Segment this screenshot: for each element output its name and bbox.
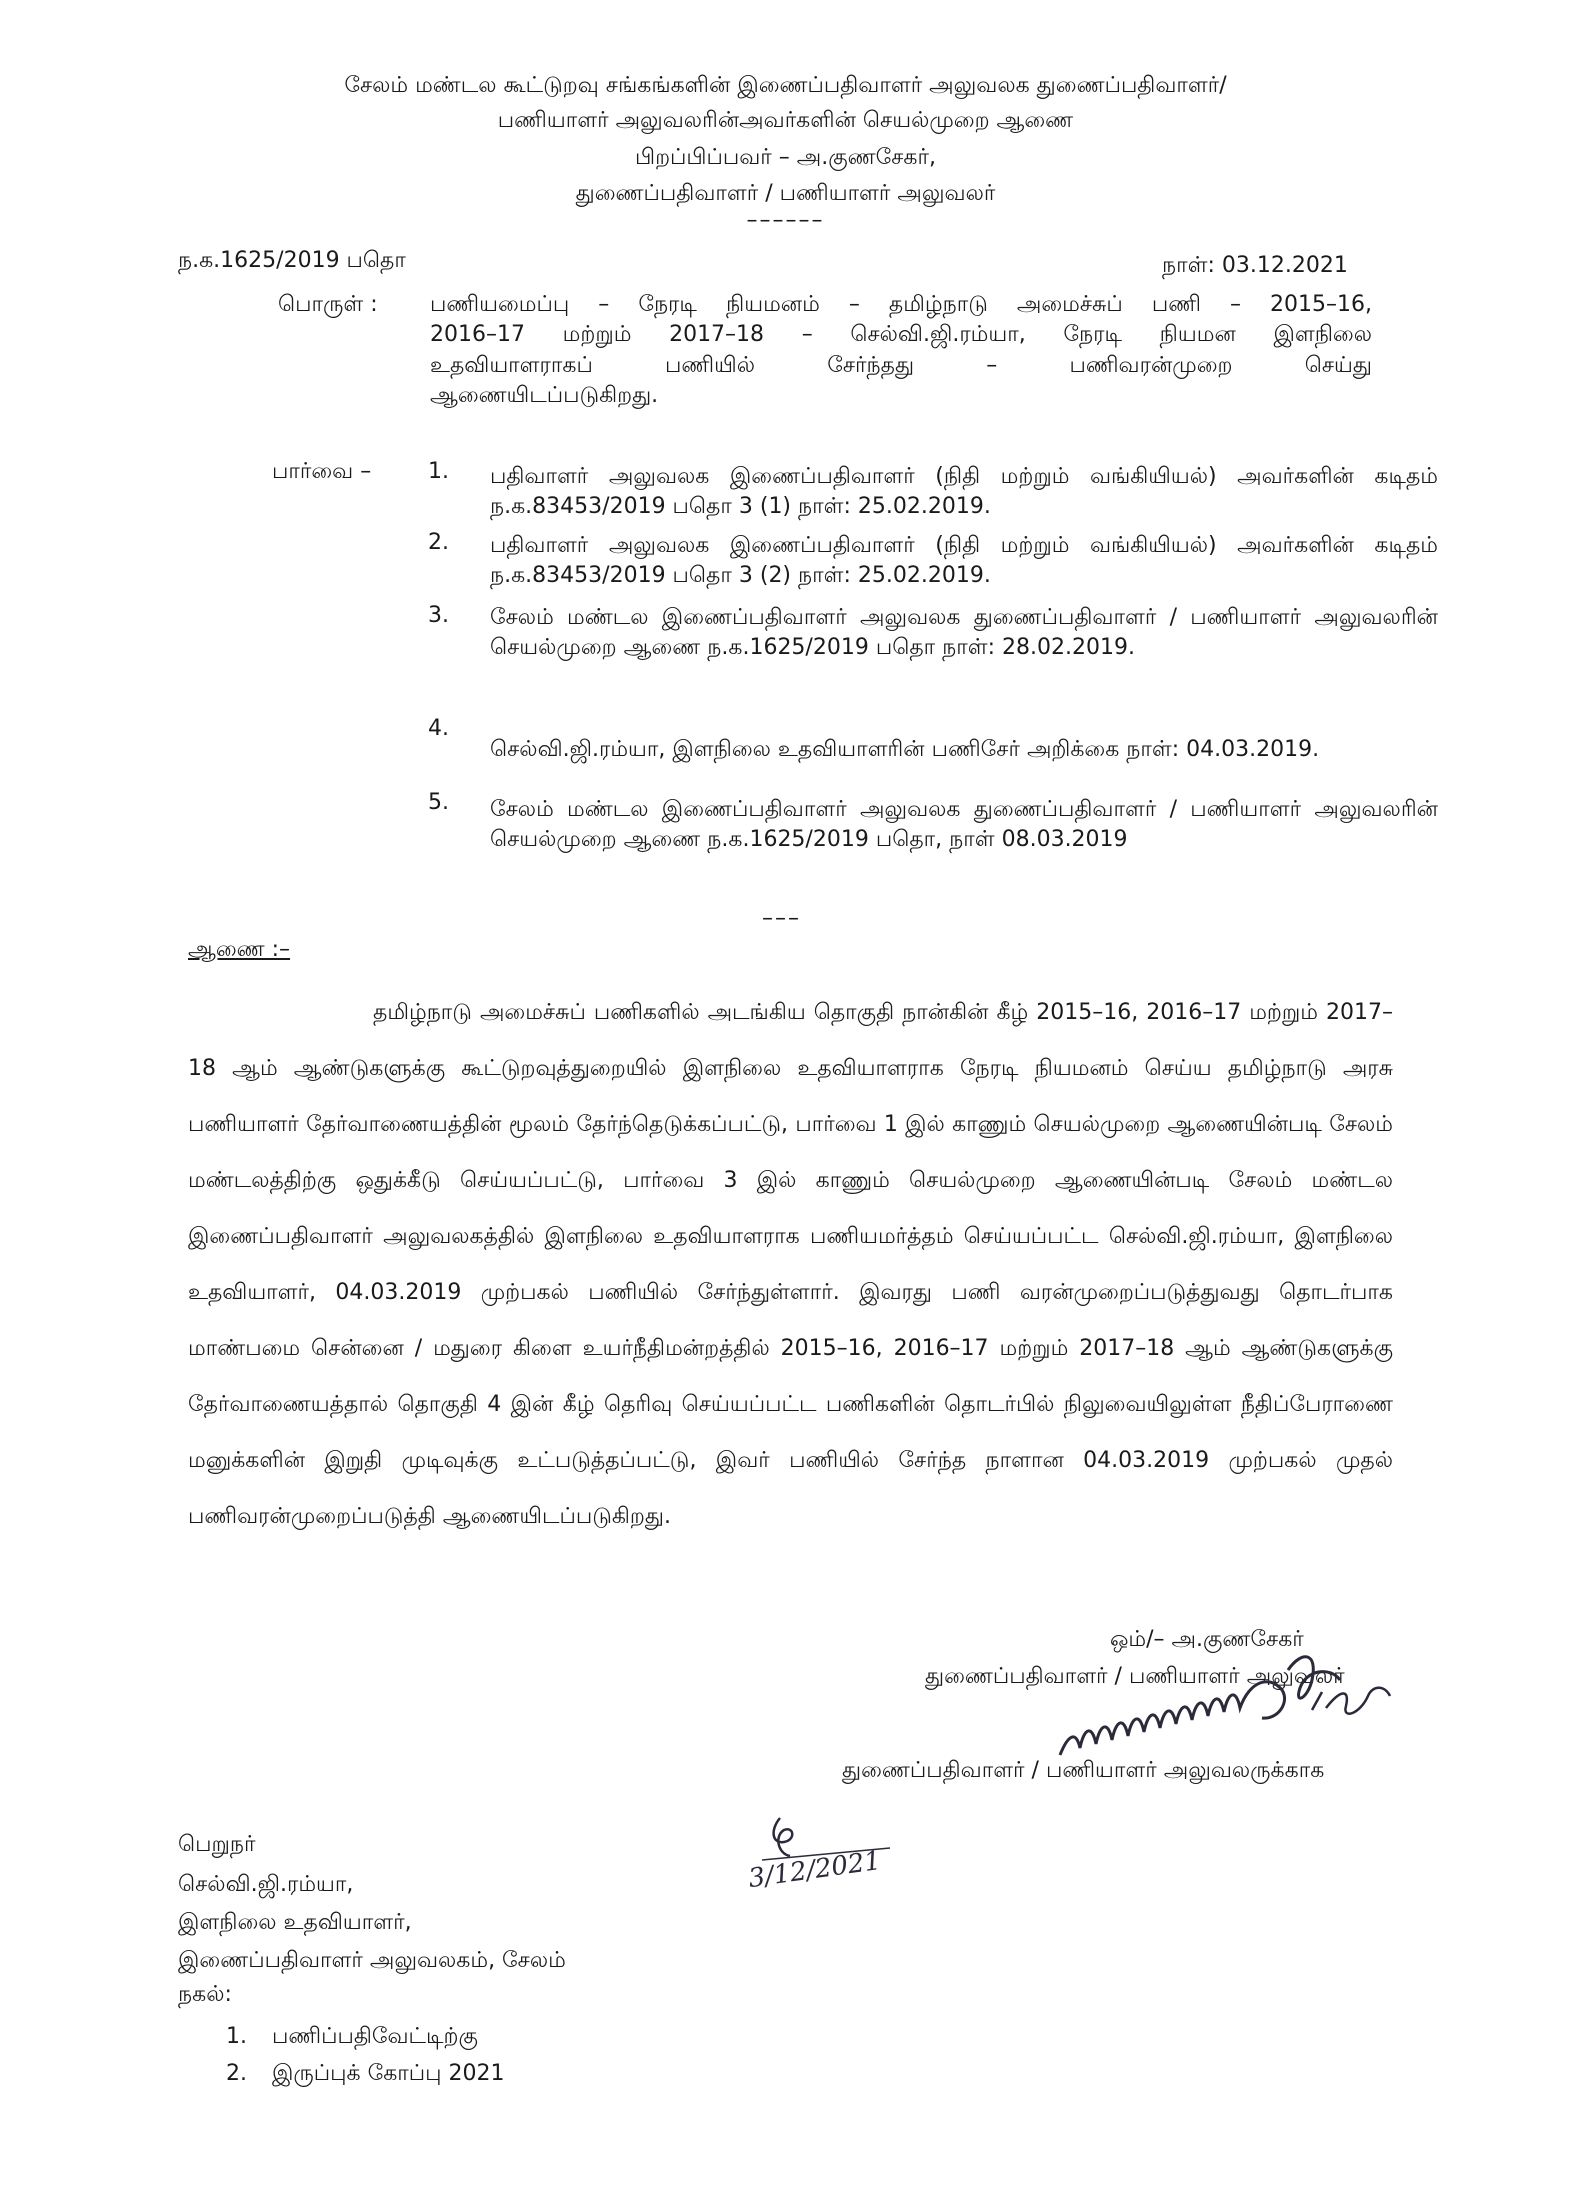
- copy-label: நகல்:: [178, 1982, 232, 2007]
- recipient-designation: இளநிலை உதவியாளர்,: [178, 1910, 412, 1935]
- recipient-label: பெறுநர்: [178, 1832, 256, 1857]
- file-number: ந.க.1625/2019 பதொ: [178, 248, 406, 273]
- references-label: பார்வை –: [272, 459, 372, 484]
- reference-text: செல்வி.ஜி.ரம்யா, இளநிலை உதவியாளரின் பணிசேர் அறிக்கை நாள்: 04.03.2019.: [490, 737, 1320, 762]
- subject-line-1: பணியமைப்பு – நேரடி நியமனம் – தமிழ்நாடு அமைச்சுப் பணி – 2015–16,: [430, 292, 1372, 317]
- subject-line-2: 2016–17 மற்றும் 2017–18 – செல்வி.ஜி.ரம்யா, நேரடி நியமன இளநிலை: [430, 322, 1372, 347]
- header-designation: துணைப்பதிவாளர் / பணியாளர் அலுவலர்: [575, 181, 996, 206]
- recipient-name: செல்வி.ஜி.ரம்யா,: [178, 1872, 354, 1897]
- references-divider: –––: [762, 906, 801, 931]
- subject-label: பொருள் :: [278, 292, 378, 317]
- subject-line-3: உதவியாளராகப் பணியில் சேர்ந்தது – பணிவரன்முறை செய்து: [430, 353, 1372, 378]
- header-issuer: பிறப்பிப்பவர் – அ.குணசேகர்,: [635, 145, 936, 170]
- subject-line-4: ஆணையிடப்படுகிறது.: [430, 383, 659, 408]
- reference-number: 3.: [428, 603, 449, 628]
- reference-number: 2.: [428, 530, 449, 555]
- signed-name: ஒம்/– அ.குணசேகர்: [1110, 1627, 1304, 1652]
- handwritten-date: 3/12/2021: [746, 1845, 883, 1895]
- reference-number: 1.: [428, 459, 449, 484]
- document-date: நாள்: 03.12.2021: [1162, 253, 1348, 278]
- reference-number: 5.: [428, 790, 449, 815]
- copy-item-text: பணிப்பதிவேட்டிற்கு: [272, 2024, 478, 2049]
- order-body-text: தமிழ்நாடு அமைச்சுப் பணிகளில் அடங்கிய தொகுதி நான்கின் கீழ் 2015–16, 2016–17 மற்றும் 2017–18 ஆம் ஆண்டுகளுக்கு கூட்டுறவுத்துறையில் இளநிலை உதவியாளராக நேரடி நியமனம் செய்ய தமிழ்நாடு அரசு பணியாளர் தேர்வாணையத்தின் மூலம் தேர்ந்தெடுக்கப்பட்டு, பார்வை 1 இல் காணும் செயல்முறை ஆணையின்படி சேலம் மண்டலத்திற்கு ஒதுக்கீடு செய்யப்பட்டு, பார்வை 3 இல் காணும் செயல்முறை ஆணையின்படி சேலம் மண்டல இணைப்பதிவாளர் அலுவலகத்தில் இளநிலை உதவியாளராக பணியமர்த்தம் செய்யப்பட்ட செல்வி.ஜி.ரம்யா, இளநிலை உதவியாளர், 04.03.2019 முற்பகல் பணியில் சேர்ந்துள்ளார். இவரது பணி வரன்முறைப்படுத்துவது தொடர்பாக மாண்பமை சென்னை / மதுரை கிளை உயர்நீதிமன்றத்தில் 2015–16, 2016–17 மற்றும் 2017–18 ஆம் ஆண்டுகளுக்கு தேர்வாணையத்தால் தொகுதி 4 இன் கீழ் தெரிவு செய்யப்பட்ட பணிகளின் தொடர்பில் நிலுவையிலுள்ள நீதிப்பேராணை மனுக்களின் இறுதி முடிவுக்கு உட்படுத்தப்பட்டு, இவர் பணியில் சேர்ந்த நாளான 04.03.2019 முற்பகல் முதல் பணிவரன்முறைப்படுத்தி ஆணையிடப்படுகிறது.: [188, 1000, 1393, 1529]
- header-line-2: பணியாளர் அலுவலரின்அவர்களின் செயல்முறை ஆணை: [497, 108, 1074, 133]
- reference-text: பதிவாளர் அலுவலக இணைப்பதிவாளர் (நிதி மற்றும் வங்கியியல்) அவர்களின் கடிதம் ந.க.83453/2019 பதொ 3 (2) நாள்: 25.02.2019.: [490, 533, 1438, 588]
- reference-number: 4.: [428, 716, 449, 741]
- order-heading: ஆணை :–: [188, 937, 291, 962]
- header-divider: ––––––: [746, 208, 825, 233]
- reference-text: பதிவாளர் அலுவலக இணைப்பதிவாளர் (நிதி மற்றும் வங்கியியல்) அவர்களின் கடிதம் ந.க.83453/2019 பதொ 3 (1) நாள்: 25.02.2019.: [490, 464, 1438, 519]
- signatory-designation: துணைப்பதிவாளர் / பணியாளர் அலுவலர்: [925, 1664, 1345, 1689]
- recipient-office: இணைப்பதிவாளர் அலுவலகம், சேலம்: [178, 1948, 566, 1973]
- copy-item-number: 1.: [226, 2024, 247, 2049]
- for-signatory-line: துணைப்பதிவாளர் / பணியாளர் அலுவலருக்காக: [842, 1758, 1325, 1783]
- header-line-1: சேலம் மண்டல கூட்டுறவு சங்கங்களின் இணைப்பதிவாளர் அலுவலக துணைப்பதிவாளர்/: [344, 73, 1227, 98]
- copy-item-text: இருப்புக் கோப்பு 2021: [272, 2061, 505, 2086]
- order-body: [188, 985, 1393, 1545]
- reference-text: சேலம் மண்டல இணைப்பதிவாளர் அலுவலக துணைப்பதிவாளர் / பணியாளர் அலுவலரின் செயல்முறை ஆணை ந.க.1625/2019 பதொ, நாள் 08.03.2019: [490, 797, 1438, 852]
- reference-text: சேலம் மண்டல இணைப்பதிவாளர் அலுவலக துணைப்பதிவாளர் / பணியாளர் அலுவலரின் செயல்முறை ஆணை ந.க.1625/2019 பதொ நாள்: 28.02.2019.: [490, 605, 1438, 660]
- copy-item-number: 2.: [226, 2061, 247, 2086]
